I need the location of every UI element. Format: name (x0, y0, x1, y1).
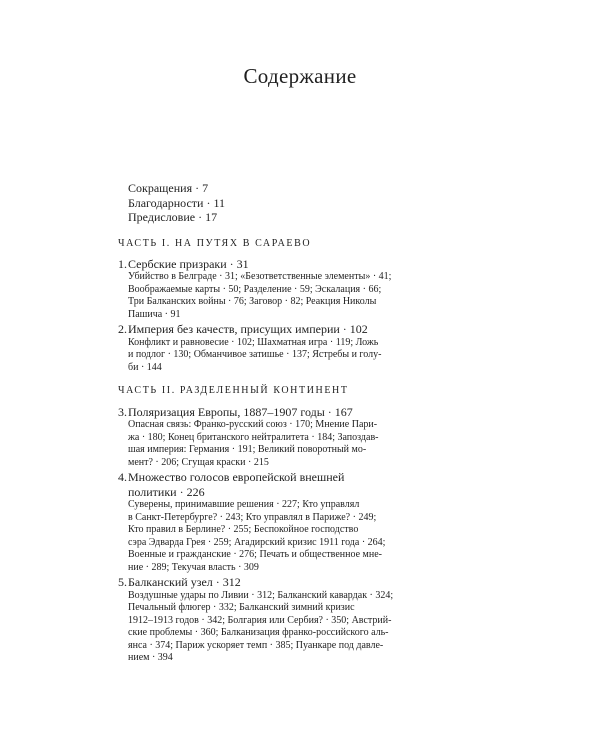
chapter-sections (128, 337, 506, 375)
section-line: Воздушные удары по Ливии · 312; Балканский кавардак · 324; (128, 589, 394, 601)
front-matter-item: Предисловие · 17 (128, 210, 218, 225)
chapter-title-line: Сербские призраки · 31 (128, 257, 249, 271)
chapter-title (128, 470, 506, 499)
section-line: Убийство в Белграде · 31; «Безответственные элементы» · 41; (128, 271, 392, 283)
chapter-title-line: Империя без качеств, присущих империи · 102 (128, 322, 368, 337)
front-matter-item: Благодарности · 11 (128, 195, 226, 210)
page-title: Содержание (243, 64, 357, 88)
toc-chapter (118, 322, 506, 374)
section-line: в Санкт-Петербурге? · 243; Кто управлял в Париже? · 249; (128, 511, 377, 523)
section-line: жа · 180; Конец британского нейтралитета · 184; Запоздав- (128, 431, 379, 443)
section-line: 1912–1913 годов · 342; Болгария или Сербия? · 350; Австрий- (128, 614, 392, 626)
chapter-title-line: политики · 226 (128, 484, 205, 499)
section-line: Печальный флюгер · 332; Балканский зимний кризис (128, 602, 355, 614)
section-line: Пашича · 91 (128, 308, 181, 320)
section-line: Три Балканских войны · 76; Заговор · 82; Реакция Николы (128, 296, 377, 308)
toc-chapter (118, 257, 506, 321)
chapter-number: 5. (118, 575, 127, 590)
chapter-title (128, 322, 506, 336)
toc-chapter (118, 470, 506, 574)
section-line: Конфликт и равновесие · 102; Шахматная игра · 119; Ложь (128, 336, 379, 348)
front-matter-item: Сокращения · 7 (128, 181, 209, 195)
section-line: Суверены, принимавшие решения · 227; Кто управлял (128, 499, 360, 511)
part-heading: ЧАСТЬ II. РАЗДЕЛЕННЫЙ КОНТИНЕНТ (118, 385, 349, 396)
chapter-number: 3. (118, 405, 127, 419)
front-matter (128, 181, 488, 225)
chapter-title (128, 575, 506, 589)
section-line: би · 144 (128, 361, 162, 373)
chapter-title-line: Множество голосов европейской внешней (128, 470, 345, 485)
chapter-number: 4. (118, 470, 127, 485)
part-heading: ЧАСТЬ I. НА ПУТЯХ В САРАЕВО (118, 238, 312, 249)
chapter-heading (118, 405, 506, 419)
chapter-heading (118, 257, 506, 271)
section-line: шая империя: Германия · 191; Великий поворотный мо- (128, 444, 367, 456)
chapter-title-line: Балканский узел · 312 (128, 575, 241, 590)
section-line: сэра Эдварда Грея · 259; Агадирский кризис 1911 года · 264; (128, 536, 386, 548)
chapter-heading (118, 470, 506, 499)
section-line: Военные и гражданские · 276; Печать и общественное мне- (128, 549, 382, 561)
chapter-heading (118, 575, 506, 589)
part-chapter-list (118, 257, 506, 375)
chapter-title (128, 257, 506, 271)
section-line: янса · 374; Париж ускоряет темп · 385; Пуанкаре под давле- (128, 639, 384, 651)
section-line: ские проблемы · 360; Балканизация франко-российского аль- (128, 627, 389, 639)
toc-chapter (118, 575, 506, 664)
chapter-title-line: Поляризация Европы, 1887–1907 годы · 167 (128, 405, 353, 419)
chapter-sections (128, 590, 506, 665)
chapter-number: 2. (118, 322, 127, 337)
chapter-sections (128, 419, 506, 469)
chapter-sections (128, 271, 506, 321)
section-line: Кто правил в Берлине? · 255; Беспокойное господство (128, 524, 359, 536)
chapter-title (128, 405, 506, 419)
section-line: ние · 289; Текучая власть · 309 (128, 561, 259, 573)
section-line: Воображаемые карты · 50; Разделение · 59; Эскалация · 66; (128, 283, 382, 295)
chapter-sections (128, 499, 506, 574)
part-chapter-list (118, 405, 506, 666)
section-line: Опасная связь: Франко-русский союз · 170; Мнение Пари- (128, 419, 378, 431)
chapter-number: 1. (118, 257, 127, 271)
section-line: мент? · 206; Сгущая краски · 215 (128, 456, 269, 468)
toc-chapter (118, 405, 506, 469)
chapter-heading (118, 322, 506, 336)
section-line: и подлог · 130; Обманчивое затишье · 137; Ястребы и голу- (128, 349, 382, 361)
section-line: нием · 394 (128, 652, 173, 664)
